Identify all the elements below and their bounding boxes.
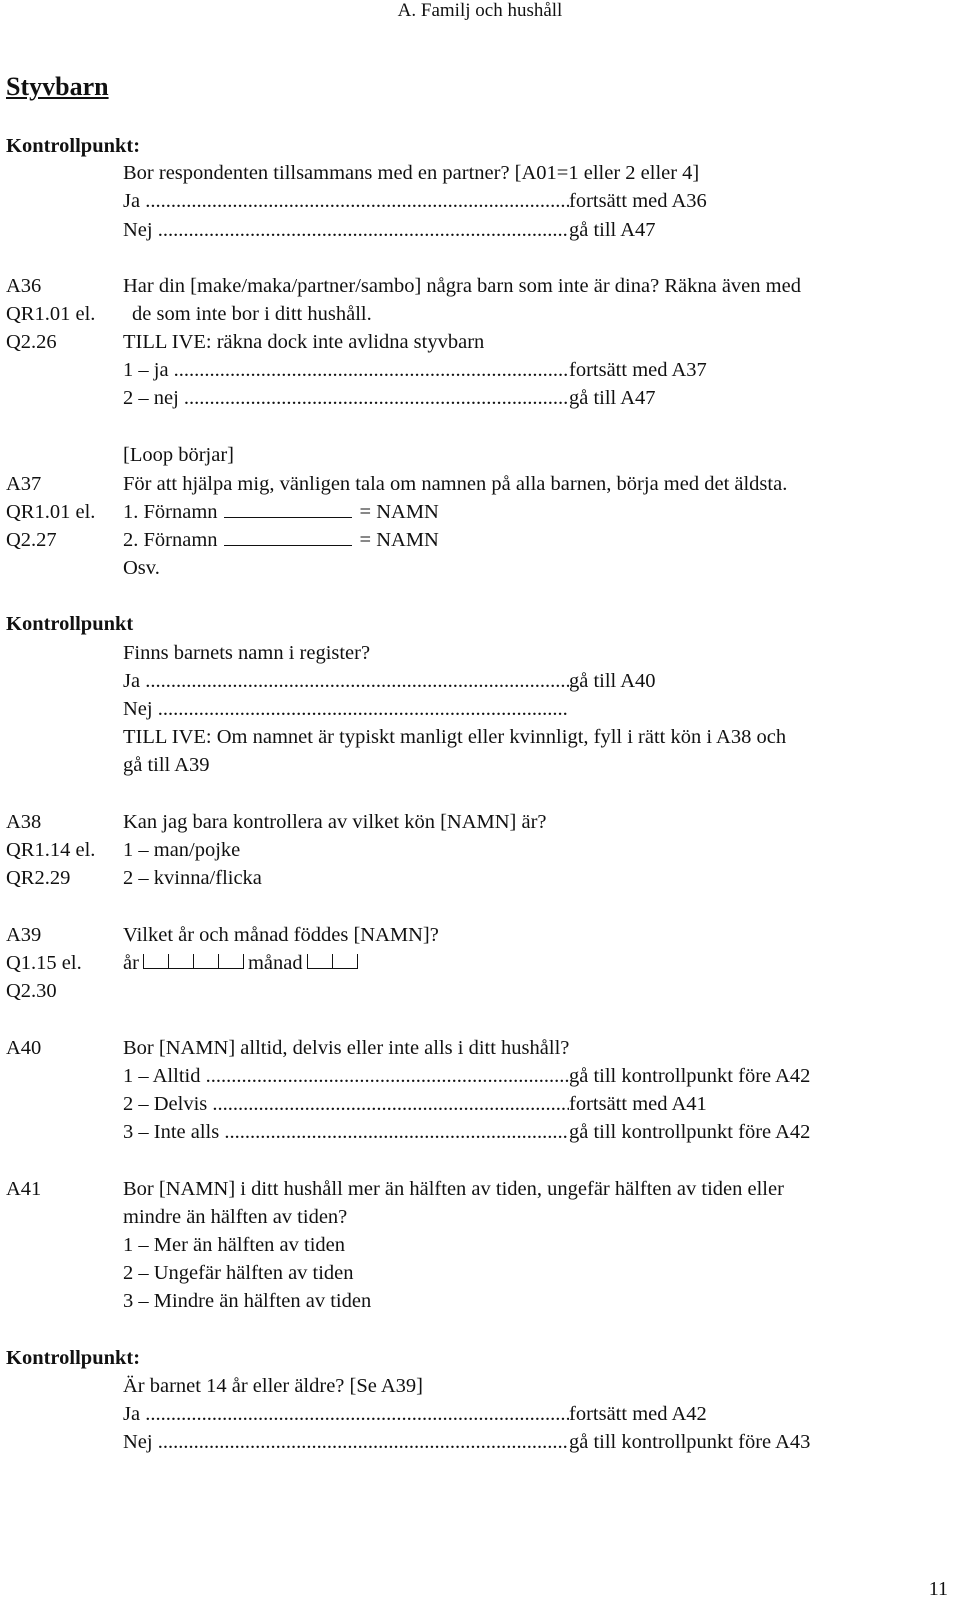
answer-option: Ja ..... gå till A40 <box>123 669 656 693</box>
question-code: A39 <box>6 924 42 946</box>
interviewer-note: gå till A39 <box>123 754 210 776</box>
answer-option: 2 – nej ..... gå till A47 <box>123 386 656 410</box>
checkpoint-question: Finns barnets namn i register? <box>123 642 371 664</box>
name-field: 2. Förnamn = NAMN <box>123 529 439 551</box>
question-code: A37 <box>6 473 42 495</box>
question-code: Q2.26 <box>6 331 57 353</box>
checkpoint-heading: Kontrollpunkt: <box>6 135 141 157</box>
question-code: QR1.01 el. <box>6 303 96 325</box>
question-code: Q1.15 el. <box>6 952 82 974</box>
page-header: A. Familj och hushåll <box>397 0 563 21</box>
etc-text: Osv. <box>123 557 160 579</box>
answer-option: Nej ..... gå till kontrollpunkt före A43 <box>123 1430 810 1454</box>
answer-option: 2 – Ungefär hälften av tiden <box>123 1262 354 1284</box>
interviewer-note: TILL IVE: räkna dock inte avlidna styvbarn <box>123 331 485 353</box>
answer-option: 3 – Mindre än hälften av tiden <box>123 1290 372 1312</box>
answer-option: Ja ..... fortsätt med A42 <box>123 1402 707 1426</box>
checkpoint-heading: Kontrollpunkt <box>6 613 134 635</box>
answer-option: 2 – Delvis ..... fortsätt med A41 <box>123 1092 707 1116</box>
answer-option: Nej ..... gå till A47 <box>123 218 656 242</box>
question-text: Bor [NAMN] i ditt hushåll mer än hälften av tiden, ungefär hälften av tiden eller <box>123 1178 784 1200</box>
year-boxes <box>143 954 244 969</box>
question-code: QR1.14 el. <box>6 839 96 861</box>
question-code: A40 <box>6 1037 42 1059</box>
name-field: 1. Förnamn = NAMN <box>123 501 439 523</box>
question-code: QR1.01 el. <box>6 501 96 523</box>
loop-marker: [Loop börjar] <box>123 444 234 466</box>
question-code: A38 <box>6 811 42 833</box>
answer-option: 1 – man/pojke <box>123 839 241 861</box>
question-text: de som inte bor i ditt hushåll. <box>132 303 372 325</box>
question-code: A41 <box>6 1178 42 1200</box>
answer-option: 1 – Mer än hälften av tiden <box>123 1234 346 1256</box>
question-text: Vilket år och månad föddes [NAMN]? <box>123 924 439 946</box>
question-text: Bor [NAMN] alltid, delvis eller inte alls i ditt hushåll? <box>123 1037 570 1059</box>
checkpoint-heading: Kontrollpunkt: <box>6 1347 141 1369</box>
answer-option: 1 – ja ..... fortsätt med A37 <box>123 358 707 382</box>
interviewer-note: TILL IVE: Om namnet är typiskt manligt eller kvinnligt, fyll i rätt kön i A38 och <box>123 726 787 748</box>
question-code: A36 <box>6 275 42 297</box>
answer-option: Ja ..... fortsätt med A36 <box>123 189 707 213</box>
answer-option: Nej ..... <box>123 697 569 721</box>
question-text: Har din [make/maka/partner/sambo] några barn som inte är dina? Räkna även med <box>123 275 801 297</box>
page-number: 11 <box>928 1578 948 1600</box>
question-text: Kan jag bara kontrollera av vilket kön [NAMN] är? <box>123 811 547 833</box>
checkpoint-question: Bor respondenten tillsammans med en partner? [A01=1 eller 2 eller 4] <box>123 162 700 184</box>
month-boxes <box>307 954 358 969</box>
section-title: Styvbarn <box>6 72 109 101</box>
answer-option: 2 – kvinna/flicka <box>123 867 262 889</box>
question-code: Q2.27 <box>6 529 57 551</box>
date-entry-boxes: år månad <box>123 951 362 975</box>
checkpoint-question: Är barnet 14 år eller äldre? [Se A39] <box>123 1375 423 1397</box>
answer-option: 3 – Inte alls ..... gå till kontrollpunkt före A42 <box>123 1120 810 1144</box>
question-code: Q2.30 <box>6 980 57 1002</box>
question-text: mindre än hälften av tiden? <box>123 1206 348 1228</box>
question-text: För att hjälpa mig, vänligen tala om namnen på alla barnen, börja med det äldsta. <box>123 473 788 495</box>
question-code: QR2.29 <box>6 867 71 889</box>
answer-option: 1 – Alltid ..... gå till kontrollpunkt före A42 <box>123 1064 810 1088</box>
